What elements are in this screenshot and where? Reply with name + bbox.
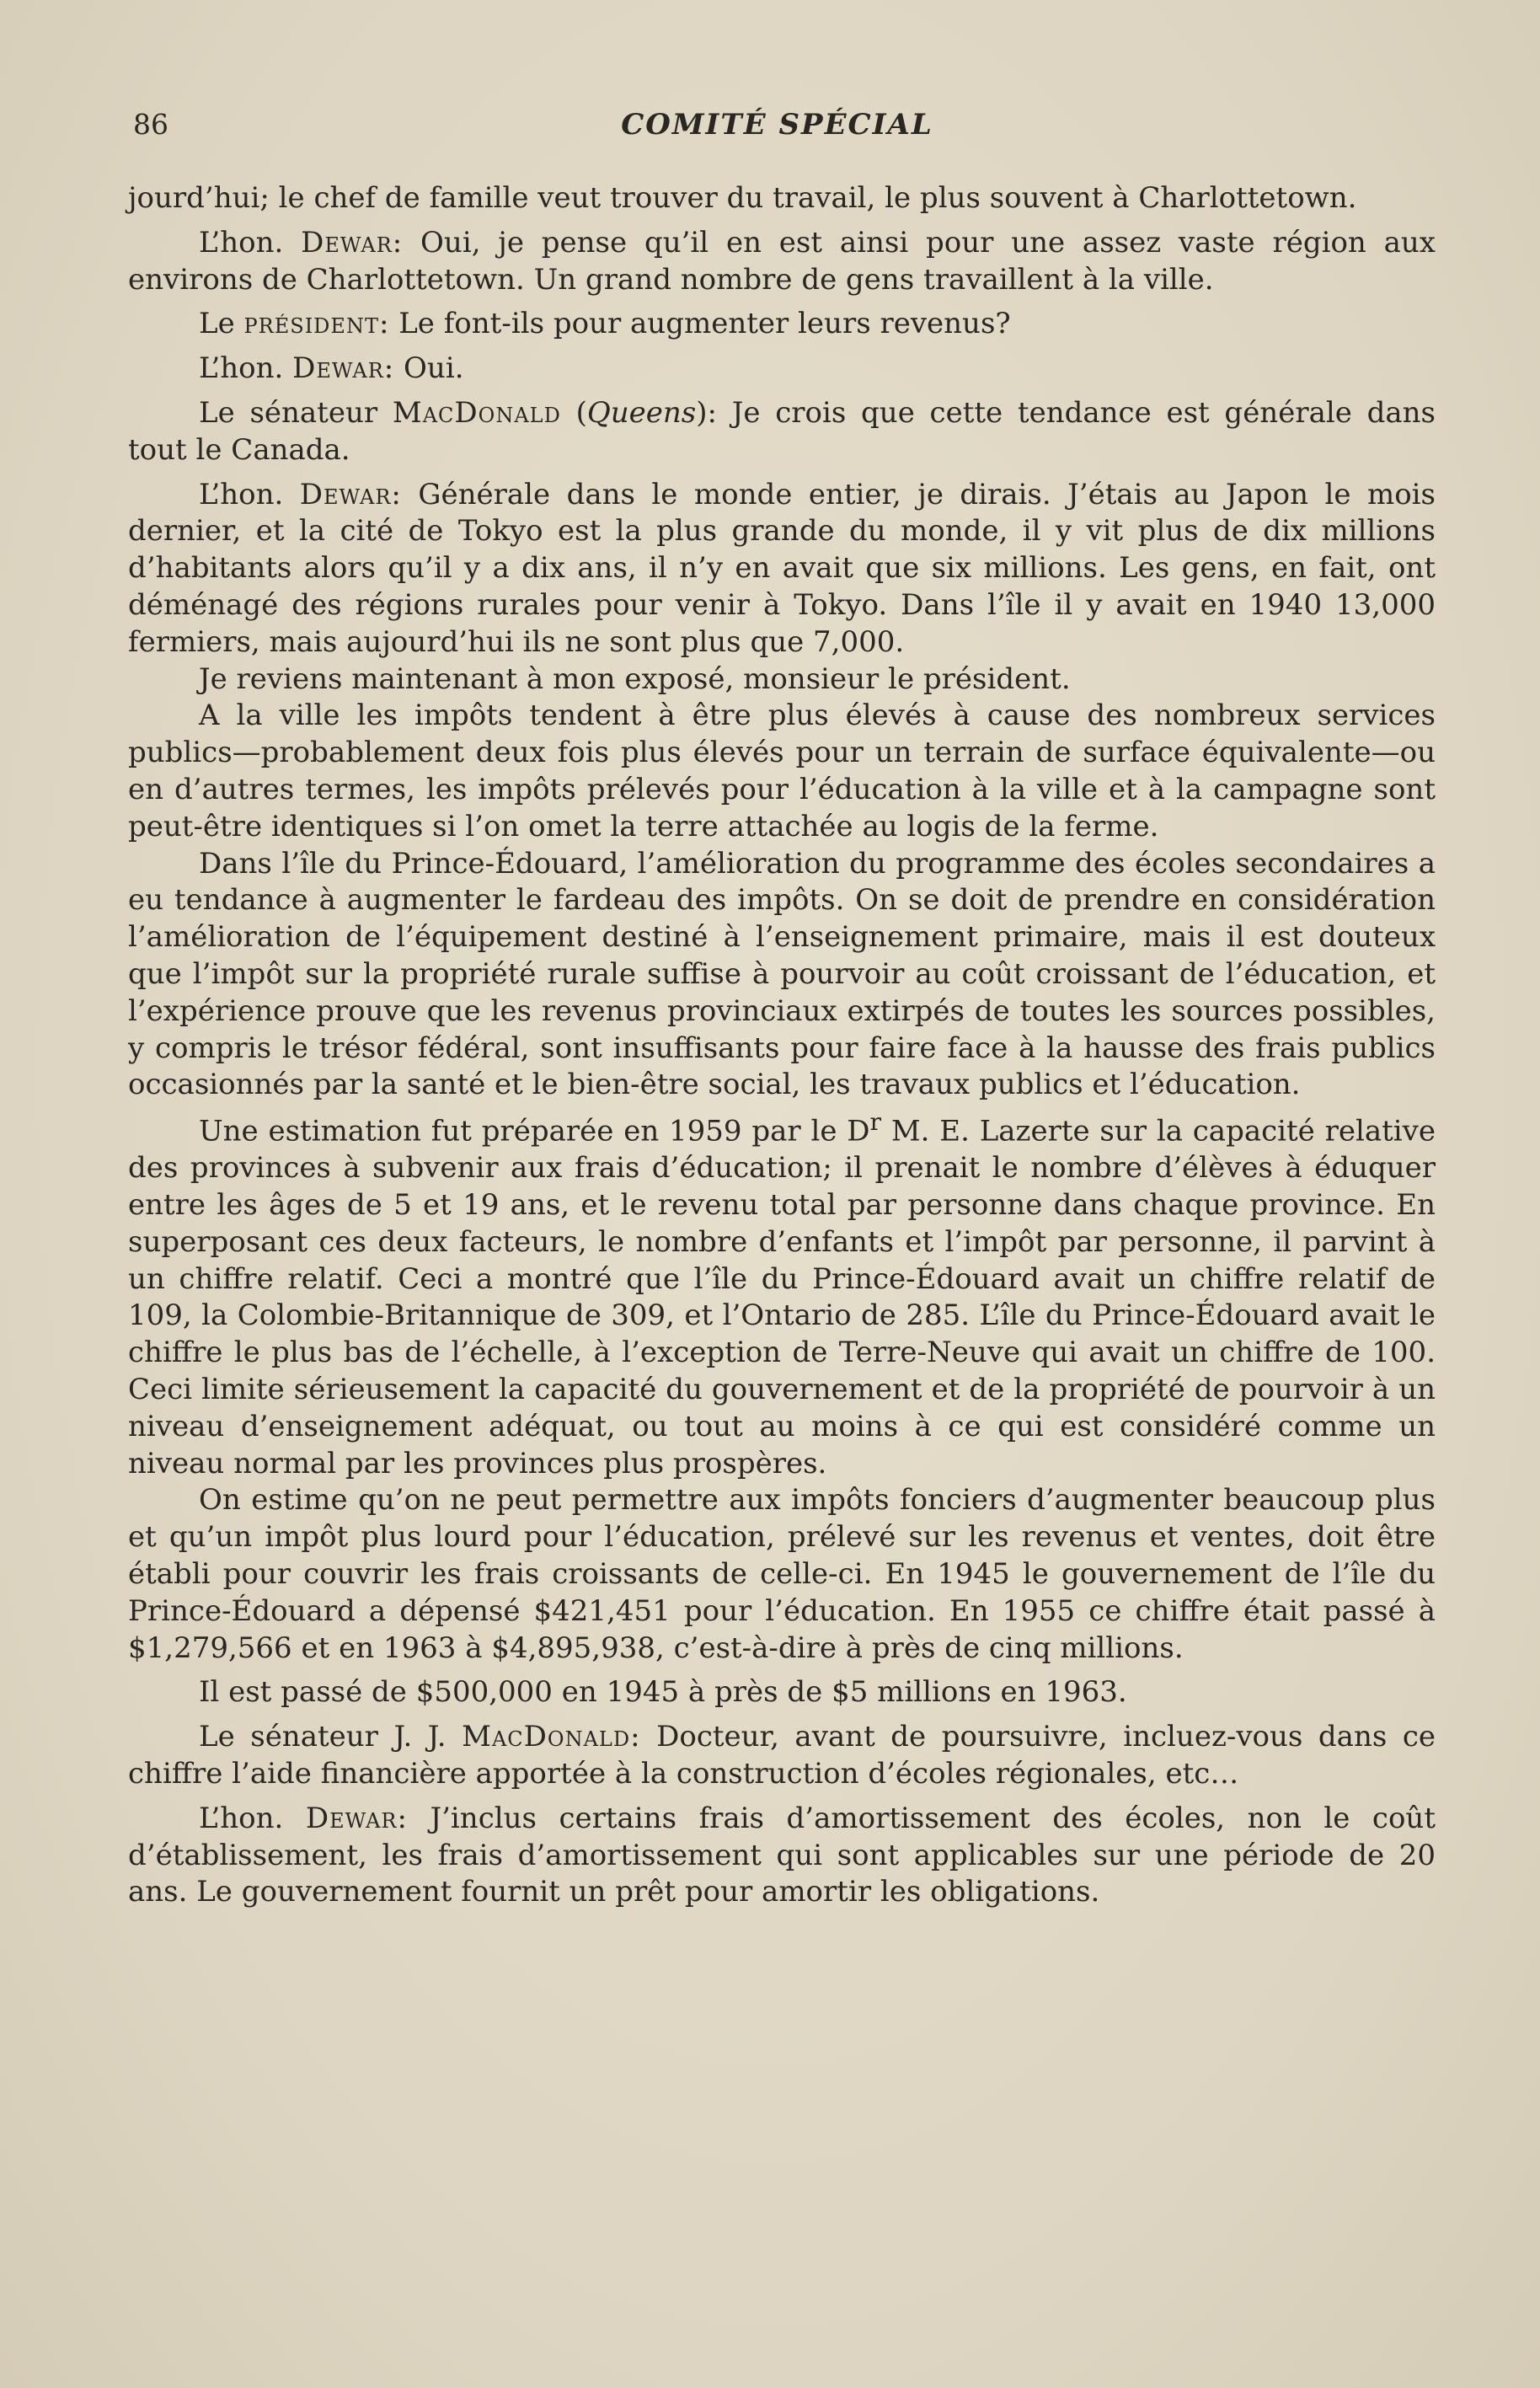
paragraph-dewar-amortization	[128, 1801, 1436, 1911]
speaker-prefix: Le sénateur J. J.	[199, 1720, 446, 1754]
paragraph-dewar-japan	[128, 477, 1436, 661]
speaker-name: Dewar:	[292, 351, 395, 386]
paragraph-text: jourd’hui; le chef de famille veut trouver du travail, le plus souvent à Charlottetown.	[128, 181, 1357, 215]
paragraph-text: Le font-ils pour augmenter leurs revenus?	[389, 307, 1011, 341]
paragraph-text: Oui.	[394, 351, 464, 386]
paragraph-text: A la ville les impôts tendent à être plus élevés à cause des nombreux services publics—probablement deux fois plus élevés pour un terrain de surface équivalente—ou en d’autres termes, les impôts prélevés pour l’éducation à la ville et à la campagne sont peut-être identiques si l’on omet la terre attachée au logis de la ferme.	[128, 699, 1436, 843]
paragraph-text: Je reviens maintenant à mon exposé, monsieur le président.	[199, 661, 1071, 696]
paragraph-text: Dans l’île du Prince-Édouard, l’amélioration du programme des écoles secondaires a eu tendance à augmenter le fardeau des impôts. On se doit de prendre en considération l’amélioration de l’équipement destiné à l’enseignement primaire, mais il est douteux que l’impôt sur la propriété rurale suffise à pourvoir au coût croissant de l’éducation, et l’expérience prouve que les revenus provinciaux extirpés de toutes les sources possibles, y compris le trésor fédéral, sont insuffisants pour faire face à la hausse des frais publics occasionnés par la santé et le bien-être social, les travaux publics et l’éducation.	[128, 846, 1436, 1102]
paragraph-return-to-statement	[128, 661, 1436, 699]
paragraph-text: : Je crois que cette tendance est générale dans tout le Canada.	[128, 395, 1436, 467]
page-number: 86	[133, 108, 168, 141]
speaker-name: Dewar:	[305, 1801, 408, 1835]
paragraph-text: On estime qu’on ne peut permettre aux impôts fonciers d’augmenter beaucoup plus et qu’un impôt plus lourd pour l’éducation, prélevé sur les revenus et ventes, doit être établi pour couvrir les frais croissants de celle-ci. En 1945 le gouvernement de l’île du Prince-Édouard a dépensé $421,451 pour l’éducation. En 1955 ce chiffre était passé à $1,279,566 et en 1963 à $4,895,938, c’est-à-dire à près de cinq millions.	[128, 1483, 1436, 1665]
speaker-prefix: L’hon.	[199, 225, 284, 260]
paragraph-president-question	[128, 306, 1436, 343]
body-text	[128, 180, 1436, 1911]
paragraph-dewar-reply	[128, 225, 1436, 299]
paragraph-secondary-schools	[128, 846, 1436, 1105]
speaker-name: Dewar:	[301, 225, 404, 260]
speaker-name: MacDonald	[392, 395, 561, 430]
paragraph-lazerte-estimate	[128, 1104, 1436, 1482]
speaker-prefix: Le	[199, 307, 235, 341]
paragraph-city-taxes	[128, 698, 1436, 845]
superscript: r	[869, 1108, 882, 1137]
speaker-qualifier: Queens	[586, 395, 697, 430]
speaker-prefix: L’hon.	[199, 477, 284, 511]
paragraph-text: M. E. Lazerte sur la capacité relative des provinces à subvenir aux frais d’éducation; il prenait le nombre d’élèves à éduquer entre les âges de 5 et 19 ans, et le revenu total par personne dans chaque province. En superposant ces deux facteurs, le nombre d’enfants et l’impôt par personne, il parvint à un chiffre relatif. Ceci a montré que l’île du Prince-Édouard avait un chiffre relatif de 109, la Colombie-Britannique de 309, et l’Ontario de 285. L’île du Prince-Édouard avait le chiffre le plus bas de l’échelle, à l’exception de Terre-Neuve qui avait un chiffre de 100. Ceci limite sérieusement la capacité du gouvernement et de la propriété de pourvoir à un niveau d’enseignement adéquat, ou tout au moins à ce qui est considéré comme un niveau normal par les provinces plus prospères.	[128, 1114, 1436, 1480]
paragraph-increase	[128, 1674, 1436, 1711]
paragraph-text: J’inclus certains frais d’amortissement des écoles, non le coût d’établissement, les frais d’amortissement qui sont applicables sur une période de 20 ans. Le gouvernement fournit un prêt pour amortir les obligations.	[128, 1801, 1436, 1909]
paragraph-text: Oui, je pense qu’il en est ainsi pour une assez vaste région aux environs de Charlottetown. Un grand nombre de gens travaillent à la ville.	[128, 225, 1436, 297]
speaker-prefix: Le sénateur	[199, 395, 378, 430]
paragraph-text: Docteur, avant de poursuivre, incluez-vous dans ce chiffre l’aide financière apportée à la construction d’écoles régionales, etc…	[128, 1720, 1436, 1791]
paragraph-dewar-yes	[128, 351, 1436, 388]
speaker-name: MacDonald:	[462, 1720, 641, 1754]
paragraph-jj-macdonald-question	[128, 1719, 1436, 1793]
paragraph-text: Une estimation fut préparée en 1959 par le D	[199, 1114, 870, 1148]
speaker-prefix: L’hon.	[199, 351, 284, 386]
speaker-name: président:	[243, 307, 390, 341]
paragraph-text: Il est passé de $500,000 en 1945 à près de $5 millions en 1963.	[199, 1675, 1127, 1710]
speaker-name: Dewar:	[299, 477, 402, 511]
paragraph-property-taxes	[128, 1482, 1436, 1667]
page-header	[126, 103, 1428, 150]
paragraph-macdonald-queens: Le sénateur MacDonald (Queens): Je crois que cette tendance est générale dans tout le Canada.	[128, 395, 1436, 467]
paragraph-continuation	[128, 180, 1436, 217]
speaker-prefix: L’hon.	[199, 1801, 284, 1835]
paragraph-text: Générale dans le monde entier, je dirais. J’étais au Japon le mois dernier, et la cité de Tokyo est la plus grande du monde, il y vit plus de dix millions d’habitants alors qu’il y a dix ans, il n’y en avait que six millions. Les gens, en fait, ont déménagé des régions rurales pour venir à Tokyo. Dans l’île il y avait en 1940 13,000 fermiers, mais aujourd’hui ils ne sont plus que 7,000.	[128, 477, 1436, 659]
running-title: COMITÉ SPÉCIAL	[621, 108, 933, 142]
